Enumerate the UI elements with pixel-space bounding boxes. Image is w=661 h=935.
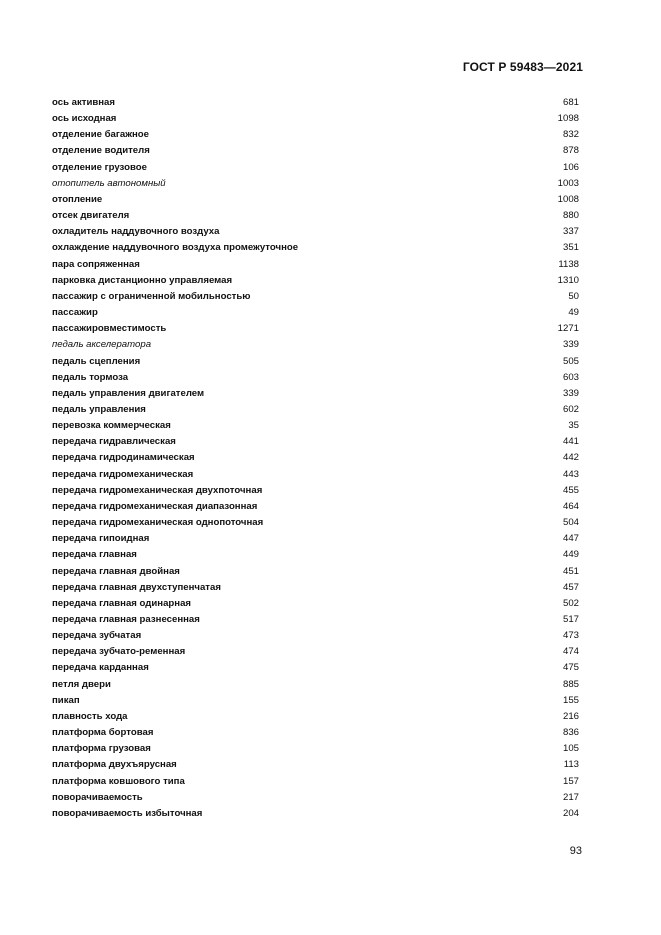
index-term: передача гидравлическая xyxy=(52,436,176,448)
index-term: пикап xyxy=(52,694,80,706)
index-term: передача главная разнесенная xyxy=(52,614,200,625)
index-page-ref: 105 xyxy=(562,743,579,755)
index-term: передача гидромеханическая xyxy=(52,468,194,480)
index-entry xyxy=(52,273,579,289)
index-entry xyxy=(52,644,579,660)
index-term: пассажир с ограниченной мобильностью xyxy=(52,290,251,302)
index-term: охладитель наддувочного воздуха xyxy=(52,226,220,238)
index-term: педаль управления двигателем xyxy=(52,387,205,399)
index-term: ось исходная xyxy=(52,113,117,125)
index-term: отделение грузовое xyxy=(52,161,147,173)
index-entry xyxy=(52,693,579,709)
index-term: отсек двигателя xyxy=(52,210,130,222)
index-page-ref: 603 xyxy=(562,371,579,383)
index-term: пассажир xyxy=(52,307,98,319)
index-page-ref: 517 xyxy=(562,614,579,625)
index-term: платформа ковшового типа xyxy=(52,775,185,787)
index-entry xyxy=(52,402,579,418)
index-term: поворачиваемость xyxy=(52,791,143,803)
index-entry xyxy=(52,612,579,628)
document-code-header: ГОСТ Р 59483—2021 xyxy=(462,60,583,74)
index-page-ref: 49 xyxy=(568,307,579,319)
index-term: передача гипоидная xyxy=(52,533,150,545)
index-page-ref: 217 xyxy=(562,791,579,803)
index-page-ref: 1003 xyxy=(557,177,579,189)
index-entry xyxy=(52,289,579,305)
index-entry xyxy=(52,434,579,450)
index-term: отделение водителя xyxy=(52,145,150,157)
index-page-ref: 339 xyxy=(562,387,579,399)
index-page-ref: 457 xyxy=(562,581,579,593)
index-term: передача зубчатая xyxy=(52,630,142,642)
page-number: 93 xyxy=(569,845,582,857)
index-term: передача гидромеханическая двухпоточная xyxy=(52,484,263,496)
index-page-ref: 442 xyxy=(562,452,579,464)
index-page-ref: 443 xyxy=(562,468,579,480)
index-page-ref: 602 xyxy=(562,403,579,415)
index-entry xyxy=(52,677,579,693)
index-page-ref: 832 xyxy=(562,129,579,141)
index-page-ref: 35 xyxy=(568,420,579,432)
index-page-ref: 441 xyxy=(562,436,579,448)
index-page-ref: 1008 xyxy=(557,193,579,205)
index-term: парковка дистанционно управляемая xyxy=(52,274,233,286)
index-term: передача главная двойная xyxy=(52,565,180,577)
index-entry xyxy=(52,515,579,531)
index-page-ref: 216 xyxy=(562,710,579,722)
index-page-ref: 836 xyxy=(562,727,579,739)
index-page-ref: 447 xyxy=(562,533,579,545)
index-entry xyxy=(52,467,579,483)
index-entry xyxy=(52,790,579,806)
index-term: петля двери xyxy=(52,678,111,690)
index-entry xyxy=(52,547,579,563)
index-term: педаль тормоза xyxy=(52,371,129,383)
index-entry xyxy=(52,450,579,466)
index-term: передача гидромеханическая диапазонная xyxy=(52,500,258,512)
index-term: поворачиваемость избыточная xyxy=(52,807,203,819)
index-entry xyxy=(52,709,579,725)
index-entry xyxy=(52,741,579,757)
index-entry xyxy=(52,208,579,224)
index-entry xyxy=(52,580,579,596)
index-term: платформа грузовая xyxy=(52,743,151,755)
index-term: отопитель автономный xyxy=(52,177,166,189)
index-page-ref: 157 xyxy=(562,775,579,787)
index-term: передача главная xyxy=(52,549,137,561)
index-page-ref: 339 xyxy=(562,339,579,351)
index-page-ref: 449 xyxy=(562,549,579,561)
index-page-ref: 451 xyxy=(562,565,579,577)
index-term: пассажировместимость xyxy=(52,323,167,335)
index-entry xyxy=(52,257,579,273)
index-page-ref: 337 xyxy=(562,226,579,238)
index-entry xyxy=(52,240,579,256)
index-page-ref: 502 xyxy=(562,597,579,609)
index-term: ось активная xyxy=(52,97,115,108)
index-entry xyxy=(52,224,579,240)
index-entry xyxy=(52,757,579,773)
index-page-ref: 1138 xyxy=(558,258,579,270)
index-page-ref: 473 xyxy=(562,630,579,642)
index-page-ref: 155 xyxy=(562,694,579,706)
index-page-ref: 880 xyxy=(562,210,579,222)
index-entry xyxy=(52,660,579,676)
index-page-ref: 464 xyxy=(562,500,579,512)
index-page-ref: 351 xyxy=(562,242,579,254)
index-term: передача карданная xyxy=(52,662,149,674)
index-term: передача главная одинарная xyxy=(52,597,192,609)
index-term: педаль управления xyxy=(52,403,146,415)
index-page-ref: 204 xyxy=(562,807,579,819)
index-entry xyxy=(52,774,579,790)
index-entry xyxy=(52,418,579,434)
index-term: передача гидромеханическая однопоточная xyxy=(52,517,264,529)
index-page-ref: 1271 xyxy=(557,323,579,335)
index-entry xyxy=(52,499,579,515)
index-entry xyxy=(52,160,579,176)
index-term: передача гидродинамическая xyxy=(52,452,195,464)
index-page-ref: 106 xyxy=(562,161,579,173)
index-entry xyxy=(52,386,579,402)
index-page-ref: 504 xyxy=(562,517,579,529)
index-page-ref: 113 xyxy=(563,759,579,771)
index-page-ref: 505 xyxy=(562,355,579,367)
index-page-ref: 878 xyxy=(562,145,579,157)
index-entry xyxy=(52,176,579,192)
index-term: платформа двухъярусная xyxy=(52,759,177,771)
index-page-ref: 50 xyxy=(568,290,579,302)
index-entry xyxy=(52,127,579,143)
index-term: платформа бортовая xyxy=(52,727,154,739)
index-entry xyxy=(52,483,579,499)
index-page-ref: 474 xyxy=(562,646,579,658)
index-entry xyxy=(52,564,579,580)
index-term: охлаждение наддувочного воздуха промежуточное xyxy=(52,242,299,254)
index-term: отопление xyxy=(52,193,103,205)
index-entry xyxy=(52,725,579,741)
index-entry xyxy=(52,354,579,370)
index-term: передача зубчато-ременная xyxy=(52,646,186,658)
index-term: педаль акселератора xyxy=(52,339,152,351)
index-page-ref: 455 xyxy=(562,484,579,496)
index-entry xyxy=(52,337,579,353)
index-term: отделение багажное xyxy=(52,129,150,141)
index-page-ref: 1098 xyxy=(557,113,579,125)
index-entry xyxy=(52,95,579,111)
term-index-list xyxy=(52,95,579,822)
index-entry xyxy=(52,305,579,321)
index-entry xyxy=(52,143,579,159)
index-entry xyxy=(52,192,579,208)
index-term: передача главная двухступенчатая xyxy=(52,581,221,593)
index-term: перевозка коммерческая xyxy=(52,420,171,432)
index-entry xyxy=(52,370,579,386)
index-page-ref: 681 xyxy=(562,97,579,108)
index-term: плавность хода xyxy=(52,710,128,722)
index-entry xyxy=(52,806,579,822)
index-term: педаль сцепления xyxy=(52,355,141,367)
index-page-ref: 1310 xyxy=(557,274,579,286)
index-entry xyxy=(52,628,579,644)
index-entry xyxy=(52,111,579,127)
index-page-ref: 475 xyxy=(562,662,579,674)
index-term: пара сопряженная xyxy=(52,258,140,270)
index-entry xyxy=(52,531,579,547)
index-entry xyxy=(52,321,579,337)
index-page-ref: 885 xyxy=(562,678,579,690)
index-entry xyxy=(52,596,579,612)
